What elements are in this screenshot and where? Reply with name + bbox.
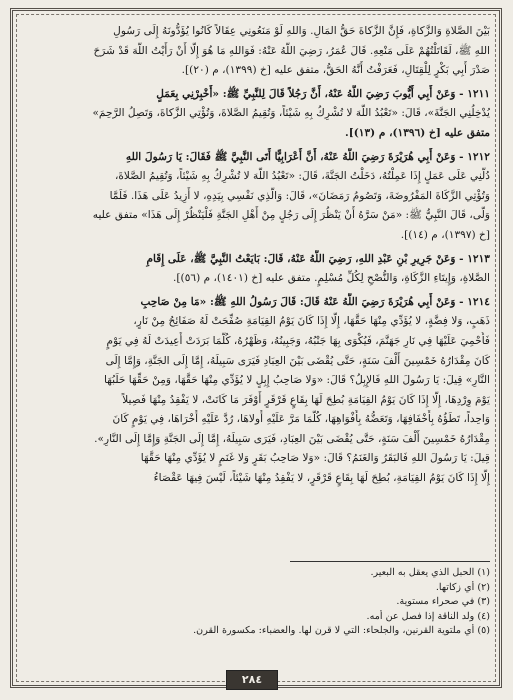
- hadith-1211: [24, 85, 490, 144]
- footnote-divider: [290, 561, 490, 562]
- text-line: وَلَّى، قَالَ النَّبِيُّ ﷺ: «مَنْ سَرَّهُ أَنْ يَنْظُرَ إِلَى رَجُلٍ مِنْ أَهْلِ الجَنَّةِ فَلْيَنْظُرْ إِلَى هَذَا» متفق عليه: [92, 209, 490, 222]
- hadith-heading: ١٢١٢ - وَعَنْ أَبِي هُرَيْرَةَ رَضِيَ اللَّهُ عَنْهُ، أَنَّ أَعْرَابِيًّا أَتَى النَّبِيَّ ﷺ فَقَالَ: يَا رَسُولَ اللهِ: [125, 150, 490, 163]
- footnotes: [30, 566, 490, 639]
- citation-line: متفق عليه [خ (١٣٩٦)، م (١٣)].: [345, 126, 490, 139]
- intro-paragraph: [24, 22, 490, 81]
- text-line: قِيلَ: يَا رَسُولَ اللهِ فَالبَقَرُ وَالغَنَمُ؟ قَالَ: «وَلا صَاحِبُ بَقَرٍ وَلا غَنَمٍ لا يُؤَدِّي مِنْهَا حَقَّهَا: [140, 452, 490, 465]
- text-line: النَّارِ» قِيلَ: يَا رَسُولَ اللهِ فَالإِبِلُ؟ قَالَ: «وَلا صَاحِبُ إِبِلٍ لا يُؤَدِّي مِنْهَا حَقَّهَا، وَمِنْ حَقِّهَا حَلَبُهَا: [104, 374, 490, 387]
- text-line: فَأُحْمِيَ عَلَيْهَا فِي نَارِ جَهَنَّمَ، فَيُكْوَى بِهَا جَنْبُهُ، وَجَبِينُهُ، وَظَهْرُهُ، كُلَّمَا بَرَدَتْ أُعِيدَتْ لَهُ فِي يَوْمٍ: [106, 334, 490, 347]
- text-line: مِقْدَارُهُ خَمْسِينَ أَلْفَ سَنَةٍ، حَتَّى يُقْضَى بَيْنَ العِبَادِ، فَيَرَى سَبِيلَهُ، إِمَّا إِلَى الجَنَّةِ وَإِمَّا إِلَى النَّارِ».: [94, 432, 490, 445]
- hadith-heading: ١٢١٣ - وَعَنْ جَرِيرِ بْنِ عَبْدِ اللهِ، رَضِيَ اللَّهُ عَنْهُ، قَالَ: بَايَعْتُ النَّبِيَّ ﷺ، عَلَى إِقَامِ: [146, 252, 490, 265]
- footnote: (٣) في صحراء مستوية.: [396, 596, 490, 608]
- hadith-1213: [24, 250, 490, 289]
- footnote: (١) الحبل الذي يعقل به البعير.: [370, 567, 490, 578]
- text-line: وَاحِداً، تَطَؤُهُ بِأَخْفَافِهَا، وَتَعَضُّهُ بِأَفْوَاهِهَا، كُلَّمَا مَرَّ عَلَيْهِ أُولاهَا، رُدَّ عَلَيْهِ أُخْرَاهَا، فِي يَوْمٍ كَانَ: [112, 413, 490, 426]
- text-line: وَتُؤْتِي الزَّكَاةَ المَفْرُوضَةَ، وَتَصُومُ رَمَضَانَ»، قَالَ: وَالَّذِي نَفْسِي بِيَدِهِ، لا أَزِيدُ عَلَى هَذَا. فَلَمَّا: [109, 189, 490, 202]
- main-text: [24, 22, 490, 489]
- text-line: ذَهَبٍ، وَلا فِضَّةٍ، لا يُؤَدِّي مِنْهَا حَقَّهَا، إِلَّا إِذَا كَانَ يَوْمُ القِيَامَةِ صُفِّحَتْ لَهُ صَفَائِحُ مِنْ نَارٍ،: [133, 315, 490, 328]
- footnote: (٢) أي زكاتها.: [435, 581, 490, 593]
- text-line: الصَّلاةِ، وَإِيتَاءِ الزَّكَاةِ، وَالنُّصْحِ لِكُلِّ مُسْلِمٍ. متفق عليه [خ (١٤٠١)، م (٥٦)].: [173, 272, 490, 285]
- hadith-heading: ١٢١٤ - وَعَنْ أَبِي هُرَيْرَةَ رَضِيَ اللَّهُ عَنْهُ قَالَ: قَالَ رَسُولُ اللهِ ﷺ: «مَا مِنْ صَاحِبِ: [140, 295, 490, 308]
- footnote: (٤) ولد الناقة إذا فصل عن أمه.: [366, 610, 490, 622]
- hadith-1214: [24, 293, 490, 489]
- text-line: دُلَّنِي عَلَى عَمَلٍ إِذَا عَمِلْتُهُ، دَخَلْتُ الجَنَّةَ، قَالَ: «تَعْبُدُ اللَّهَ لا تُشْرِكُ بِهِ شَيْئاً، وَتُقِيمُ الصَّلاةَ،: [114, 170, 490, 183]
- text-line: كَانَ مِقْدَارُهُ خَمْسِينَ أَلْفَ سَنَةٍ، حَتَّى يُقْضَى بَيْنَ العِبَادِ فَيَرَى سَبِيلَهُ، إِمَّا إِلَى الجَنَّةِ، وَإِمَّا إِلَى: [105, 354, 490, 367]
- hadith-heading: ١٢١١ - وَعَنْ أَبِي أَيُّوبَ رَضِيَ اللَّهُ عَنْهُ، أَنَّ رَجُلاً قَالَ لِلنَّبِيِّ ﷺ: «أَخْبِرْنِي بِعَمَلٍ: [156, 87, 490, 100]
- citation-line: [خ (١٣٩٧)، م (١٤)].: [400, 228, 490, 241]
- text-line: بَيْنَ الصَّلاةِ وَالزَّكاةِ، فَإِنَّ الزَّكاةَ حَقُّ المَالِ. وَاللهِ لَوْ مَنَعُونِي عِقَالاً كَانُوا يُؤَدُّونَهُ إِلَى رَسُولِ: [113, 25, 490, 37]
- text-line: صَدْرَ أَبِي بَكْرٍ لِلْقِتَالِ، فَعَرَفْتُ أَنَّهُ الحَقُّ، متفق عليه [خ (١٣٩٩)، م (٢٠)].: [181, 64, 490, 77]
- text-line: يُدْخِلُنِي الجَنَّةَ»، قَالَ: «تَعْبُدُ اللَّهَ لا تُشْرِكُ بِهِ شَيْئاً، وَتُقِيمُ الصَّلاةَ، وَتُؤْتِي الزَّكاةَ، وَتَصِلُ الرَّحِمَ»: [92, 107, 490, 120]
- footnote: (٥) أي ملتوية القرنين، والجلحاء: التي لا قرن لها. والعضباء: مكسورة القرن.: [193, 625, 490, 637]
- hadith-1212: [24, 148, 490, 246]
- text-line: يَوْمَ وِرْدِهَا، إِلَّا إِذَا كَانَ يَوْمُ القِيَامَةِ بُطِحَ لَهَا بِقَاعٍ قَرْقَرٍ أَوْفَرَ مَا كَانَتْ، لا يَفْقِدُ مِنْهَا فَصِيلاً: [122, 393, 490, 406]
- text-line: اللهِ ﷺ، لَقَاتَلْتُهُمْ عَلَى مَنْعِهِ. قَالَ عُمَرُ، رَضِيَ اللَّهُ عَنْهُ: فَوَاللهِ مَا هُوَ إِلَّا أَنْ رَأَيْتُ اللَّهَ قَدْ شَرَحَ: [93, 44, 490, 57]
- text-line: إِلَّا إِذَا كَانَ يَوْمُ القِيَامَةِ، بُطِحَ لَهَا بِقَاعٍ قَرْقَرٍ، لا يَفْقِدُ مِنْهَا شَيْئاً، لَيْسَ فِيهَا عَقْصَاءُ: [153, 472, 490, 485]
- page-number: ٢٨٤: [226, 670, 278, 690]
